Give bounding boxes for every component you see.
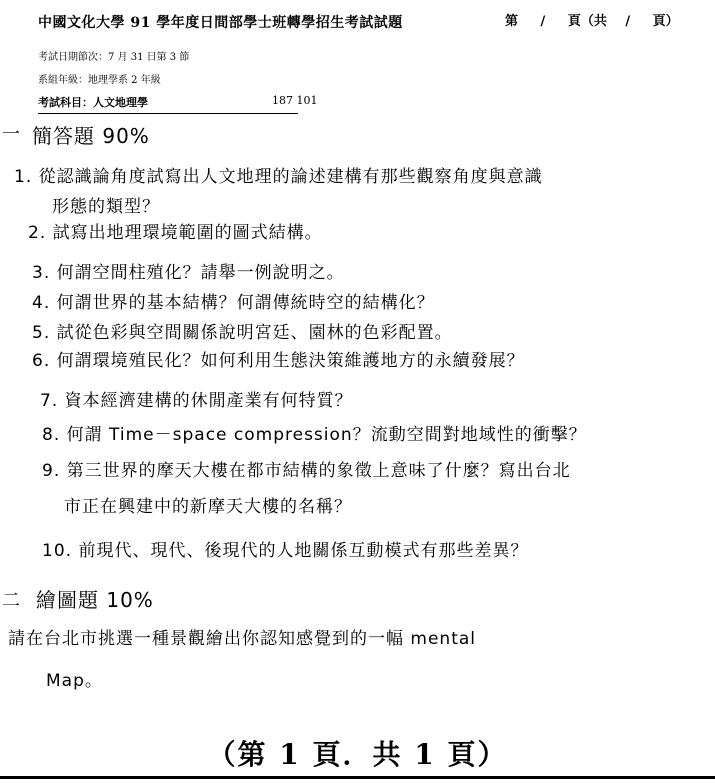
question-item: 請在台北市挑選一種景觀繪出你認知感覺到的一幅 mental — [8, 629, 477, 649]
exam-title: 中國文化大學 91 學年度日間部學士班轉學招生考試試題 — [38, 15, 403, 31]
section-number: 二 — [2, 590, 21, 611]
question-item: 4. 何謂世界的基本結構？何謂傳統時空的結構化？ — [32, 293, 435, 313]
section-number: 一 — [2, 124, 21, 145]
question-item: 6. 何謂環境殖民化？如何利用生態決策維護地方的永續發展？ — [32, 351, 525, 371]
page-ref-part: 第 — [505, 14, 519, 29]
page-ref-part: 頁） — [652, 14, 679, 29]
question-item: 3. 何謂空間柱殖化？請舉一例說明之。 — [32, 263, 345, 283]
page-reference — [505, 10, 679, 29]
question-item: 10. 前現代、現代、後現代的人地關係互動模式有那些差異？ — [42, 541, 529, 561]
question-item: 9. 第三世界的摩天大樓在都市結構的象徵上意味了什麼？寫出台北 — [42, 461, 571, 481]
section-title: 繪圖題 10% — [36, 588, 154, 612]
question-item: 5. 試從色彩與空間關係說明宮廷、園林的色彩配置。 — [32, 323, 453, 343]
question-item: 2. 試寫出地理環境範圍的圖式結構。 — [28, 223, 323, 243]
question-item: 形態的類型？ — [52, 197, 160, 217]
question-item: Map。 — [46, 671, 103, 691]
page-ref-part: / — [625, 14, 631, 29]
header-divider — [38, 113, 298, 114]
department: 系組年級：地理學系 2 年級 — [38, 75, 161, 86]
question-item: 市正在興建中的新摩天大樓的名稱？ — [64, 497, 352, 517]
question-item: 8. 何謂 Time－space compression？流動空間對地域性的衝擊？ — [42, 425, 587, 445]
bottom-border — [0, 776, 715, 779]
exam-subject: 考試科目：人文地理學 — [38, 96, 148, 109]
page-ref-part: / — [540, 14, 546, 29]
question-item: 1. 從認識論角度試寫出人文地理的論述建構有那些觀察角度與意識 — [14, 167, 543, 187]
question-item: 7. 資本經濟建構的休閒產業有何特質？ — [40, 391, 353, 411]
section-title: 簡答題 90% — [32, 124, 150, 148]
page-ref-part: 頁（共 — [567, 14, 607, 29]
exam-codes: 187 101 — [272, 94, 318, 107]
page-footer: （第 1 頁．共 1 頁） — [207, 738, 508, 771]
exam-time: 考試日期節次：7 月 31 日第 3 節 — [38, 52, 190, 63]
